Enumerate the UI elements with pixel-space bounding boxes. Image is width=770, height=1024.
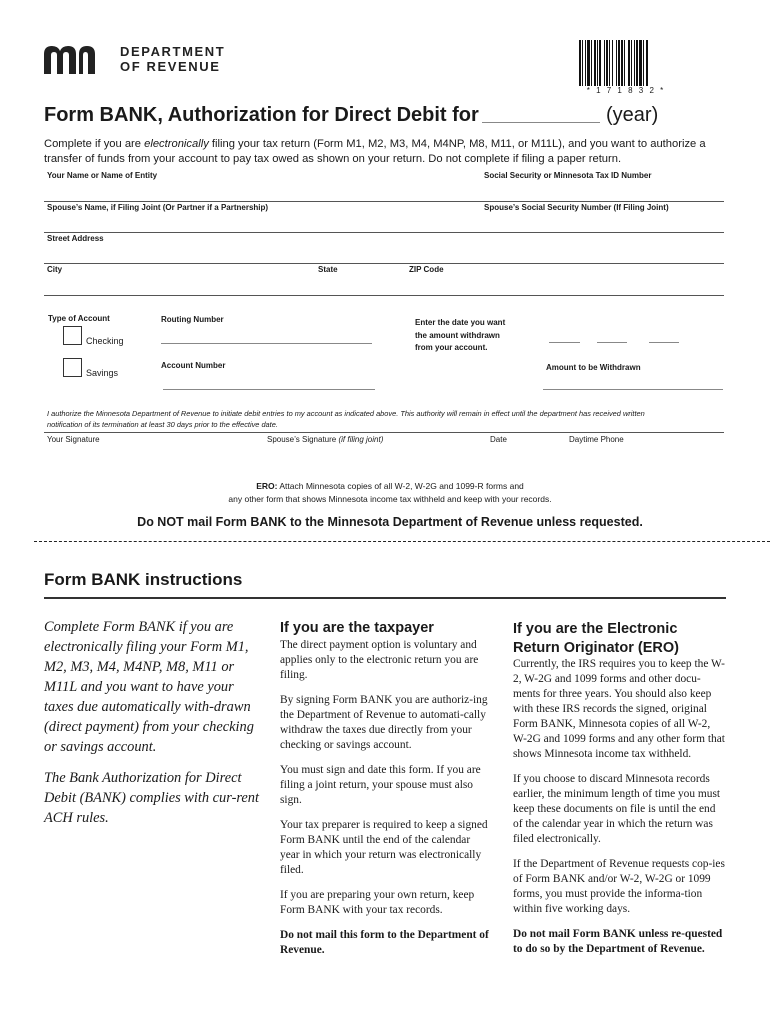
ero-note-text-1: Attach Minnesota copies of all W-2, W-2G and 1099-R forms and xyxy=(277,481,524,491)
year-input-line[interactable] xyxy=(482,122,600,123)
department-line-2: OF REVENUE xyxy=(120,59,221,74)
spouse-name-label: Spouse’s Name, if Filing Joint (Or Partner if a Partnership) xyxy=(47,203,269,212)
routing-input-line[interactable] xyxy=(161,343,372,344)
ero-note-bold: ERO: xyxy=(256,481,278,491)
date-label: Date xyxy=(490,435,507,444)
spouse-ssn-label: Spouse’s Social Security Number (If Filing Joint) xyxy=(484,203,669,212)
mn-logo xyxy=(44,44,110,76)
withdraw-date-line-1: Enter the date you want xyxy=(415,318,506,327)
taxpayer-paragraph-4: Your tax preparer is required to keep a signed Form BANK until the end of the calendar year in which your return was electronically filed. xyxy=(280,819,488,876)
taxpayer-paragraph-2: By signing Form BANK you are authoriz-ing the Department of Revenue to automati-cally withdraw the taxes due directly from your checking or savings account. xyxy=(280,694,488,751)
checking-checkbox[interactable] xyxy=(63,326,82,345)
authorization-text xyxy=(47,408,727,430)
phone-label: Daytime Phone xyxy=(569,435,624,444)
barcode xyxy=(578,40,674,86)
department-line-1: DEPARTMENT xyxy=(120,44,226,59)
withdraw-date-label xyxy=(415,317,505,355)
ero-note-line-1 xyxy=(140,480,640,493)
authorization-line-2: notification of its termination at least 30 days prior to the effective date. xyxy=(47,420,278,429)
zip-label: ZIP Code xyxy=(409,265,444,274)
form-title: Form BANK, Authorization for Direct Debit for xyxy=(44,104,479,126)
routing-label: Routing Number xyxy=(161,315,224,324)
intro-part-2: filing your tax return (Form M1, M2, M3, M4, M4NP, M8, M11, or M11L), and you want to authorize a transfer of funds from your account to pay tax owed as shown on your return. Do not complete if filing a paper return. xyxy=(44,138,706,165)
year-label: (year) xyxy=(606,104,659,126)
ero-paragraph-4: Do not mail Form BANK unless re-quested to do so by the Department of Revenue. xyxy=(513,928,723,955)
name-row-line[interactable] xyxy=(44,201,724,202)
taxpayer-paragraph-6: Do not mail this form to the Department of Revenue. xyxy=(280,929,489,956)
mn-logo-mark xyxy=(44,44,110,76)
city-row-line[interactable] xyxy=(44,295,724,296)
amount-label: Amount to be Withdrawn xyxy=(546,363,641,372)
left-paragraph-2: The Bank Authorization for Direct Debit (BANK) complies with cur-rent ACH rules. xyxy=(44,770,260,826)
ero-heading xyxy=(513,620,679,658)
account-type-label: Type of Account xyxy=(48,314,110,323)
spouse-signature-text: Spouse’s Signature xyxy=(267,435,339,444)
intro-text xyxy=(44,137,734,167)
street-label: Street Address xyxy=(47,234,104,243)
ero-heading-line-2: Return Originator (ERO) xyxy=(513,640,679,656)
street-row-line[interactable] xyxy=(44,263,724,264)
ssn-label: Social Security or Minnesota Tax ID Number xyxy=(484,171,652,180)
ero-heading-line-1: If you are the Electronic xyxy=(513,621,678,637)
barcode-number: * 1 7 1 8 3 2 * xyxy=(586,86,666,95)
spouse-row-line[interactable] xyxy=(44,232,724,233)
signature-line[interactable] xyxy=(44,432,724,433)
state-label: State xyxy=(318,265,338,274)
withdraw-date-line-2: the amount withdrawn xyxy=(415,330,500,340)
taxpayer-column xyxy=(280,638,492,968)
ero-paragraph-3: If the Department of Revenue requests cop-ies of Form BANK and/or W-2, W-2G or 1099 forms, you must provide the informa-tion within five working days. xyxy=(513,858,725,915)
taxpayer-paragraph-1: The direct payment option is voluntary and applies only to the electronic return you are filing. xyxy=(280,639,479,681)
ero-note xyxy=(140,480,640,506)
your-signature-label: Your Signature xyxy=(47,435,100,444)
barcode-bars xyxy=(578,40,674,86)
savings-checkbox[interactable] xyxy=(63,358,82,377)
taxpayer-paragraph-5: If you are preparing your own return, keep Form BANK with your tax records. xyxy=(280,889,475,916)
ero-paragraph-2: If you choose to discard Minnesota records earlier, the minimum length of time you must keep these documents on file is until the end of the calendar year in which the return was filed electronically. xyxy=(513,773,721,845)
intro-part-1: Complete if you are xyxy=(44,138,145,150)
do-not-mail-notice: Do NOT mail Form BANK to the Minnesota Department of Revenue unless requested. xyxy=(137,515,643,529)
date-day-line[interactable] xyxy=(597,342,627,343)
account-input-line[interactable] xyxy=(163,389,375,390)
cut-line xyxy=(34,541,770,542)
amount-input-line[interactable] xyxy=(543,389,723,390)
authorization-line-1: I authorize the Minnesota Department of Revenue to initiate debit entries to my account as indicated above. This authority will remain in effect until the department has received written xyxy=(47,409,645,418)
ero-column xyxy=(513,657,725,967)
intro-italic: electronically xyxy=(144,138,209,150)
ero-note-line-2: any other form that shows Minnesota income tax withheld and keep with your records. xyxy=(228,494,552,504)
spouse-signature-italic: (if filing joint) xyxy=(338,435,384,444)
taxpayer-heading: If you are the taxpayer xyxy=(280,620,434,636)
left-paragraph-1: Complete Form BANK if you are electronically filing your Form M1, M2, M3, M4, M4NP, M8, M11 or M11L and you want to have your taxes due automatically with-drawn (direct payment) from your checking or savings account. xyxy=(44,619,254,755)
spouse-signature-label xyxy=(267,435,383,444)
instructions-left-column xyxy=(44,617,260,828)
withdraw-date-line-3: from your account. xyxy=(415,343,488,352)
department-name xyxy=(120,44,225,74)
ero-paragraph-1: Currently, the IRS requires you to keep the W-2, W-2G and 1099 forms and other docu-ments for three years. You should also keep with these IRS records the signed, original Form BANK, Minnesota copies of all W-2, W-2G and 1099 forms and any other form that shows Minnesota income tax withheld. xyxy=(513,658,725,760)
savings-label: Savings xyxy=(86,368,119,378)
date-month-line[interactable] xyxy=(549,342,580,343)
account-number-label: Account Number xyxy=(161,361,226,370)
date-year-line[interactable] xyxy=(649,342,679,343)
instructions-heading: Form BANK instructions xyxy=(44,570,243,589)
city-label: City xyxy=(47,265,63,274)
name-label: Your Name or Name of Entity xyxy=(47,171,158,180)
checking-label: Checking xyxy=(86,336,124,346)
taxpayer-paragraph-3: You must sign and date this form. If you are filing a joint return, your spouse must also sign. xyxy=(280,764,481,806)
instructions-rule xyxy=(44,597,726,599)
